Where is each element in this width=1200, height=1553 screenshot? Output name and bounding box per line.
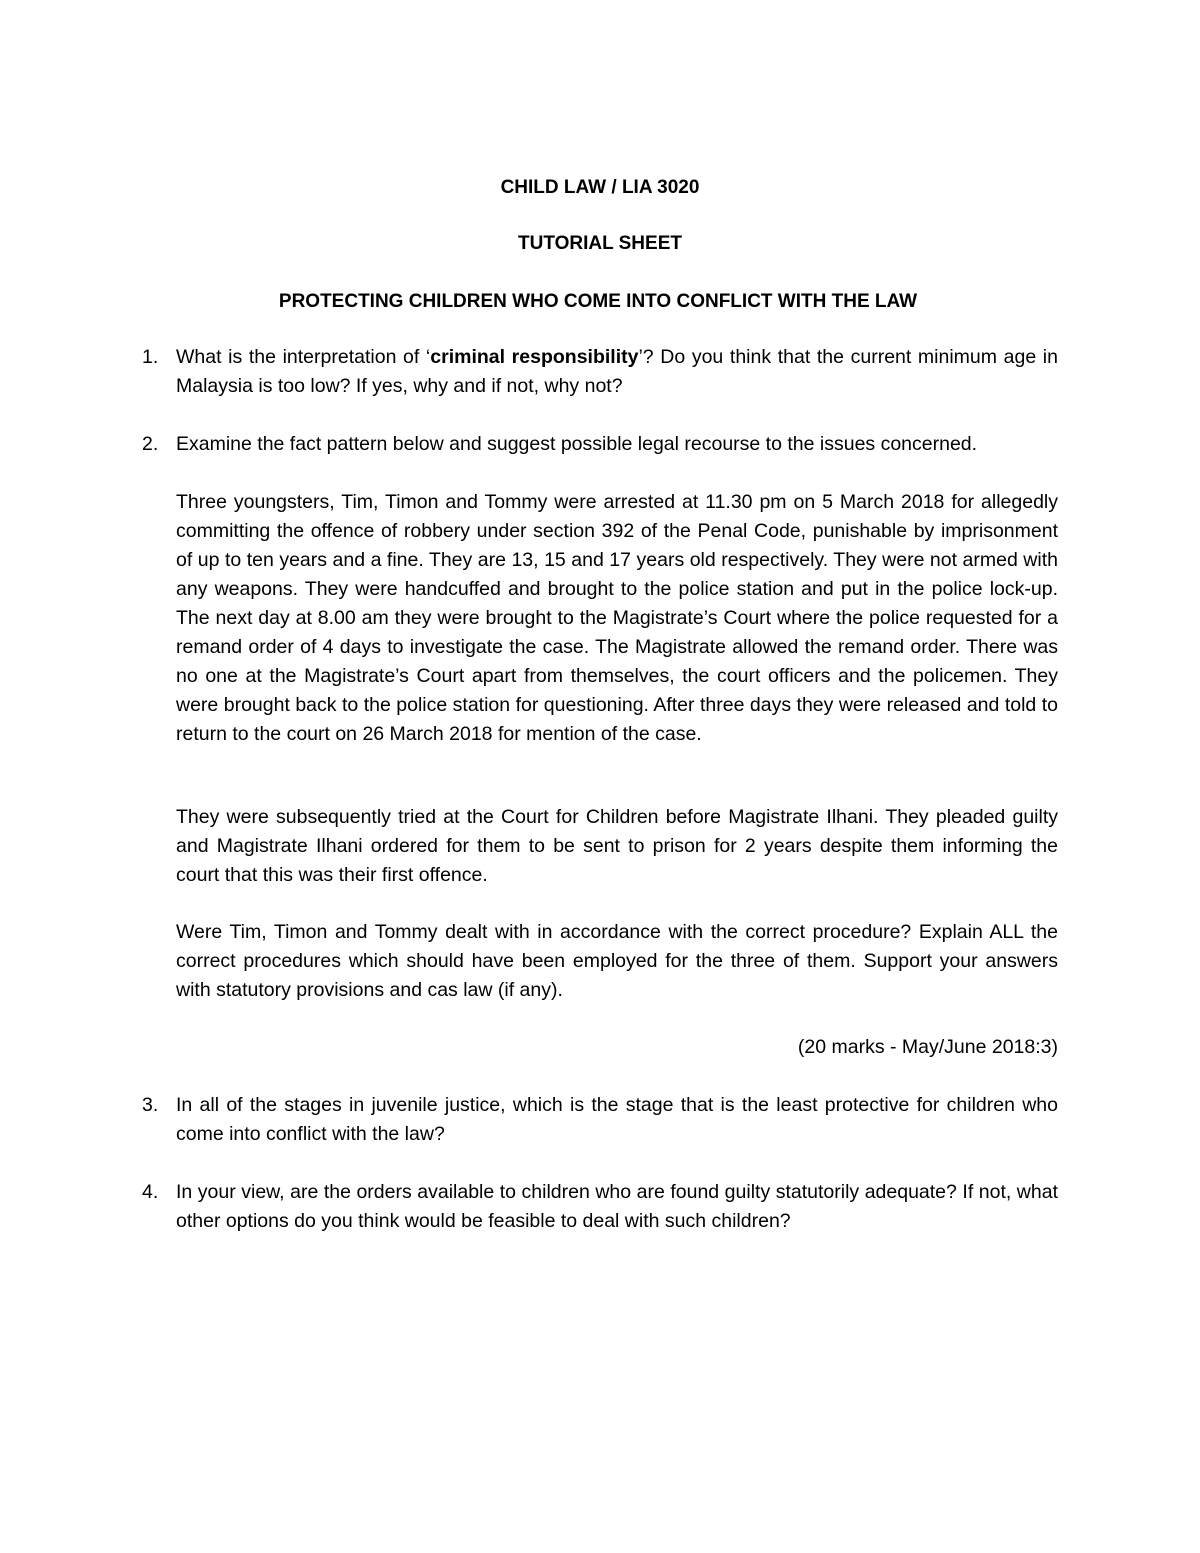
question-text-after: ’? Do you think that the current minimum age in Malaysia is too low? If yes, why and if not, why not? bbox=[176, 346, 1058, 397]
topic-title: PROTECTING CHILDREN WHO COME INTO CONFLICT WITH THE LAW bbox=[278, 291, 918, 312]
bold-term: criminal responsibility bbox=[430, 346, 639, 368]
question-3 bbox=[142, 1091, 1058, 1149]
marks-note: (20 marks - May/June 2018:3) bbox=[797, 1036, 1058, 1058]
course-title: CHILD LAW / LIA 3020 bbox=[500, 177, 700, 198]
question-text: In all of the stages in juvenile justice, which is the stage that is the least protective for children who come into conflict with the law? bbox=[176, 1094, 1058, 1145]
question-text: Examine the fact pattern below and suggest possible legal recourse to the issues concerned. bbox=[176, 433, 978, 455]
question-number: 3. bbox=[142, 1094, 159, 1116]
question-1 bbox=[142, 343, 1058, 401]
question-number: 1. bbox=[142, 346, 159, 368]
question-text bbox=[176, 343, 1058, 401]
fact-pattern-paragraph-3: Were Tim, Timon and Tommy dealt with in accordance with the correct procedure? Explain ALL the correct procedures which should have been employed for the three of them. Support your answers with statutory provisions and cas law (if any). bbox=[176, 921, 1058, 1001]
fact-pattern-paragraph-2: They were subsequently tried at the Court for Children before Magistrate Ilhani. They pleaded guilty and Magistrate Ilhani ordered for them to be sent to prison for 2 years despite them informing the court that this was their first offence. bbox=[176, 806, 1058, 886]
question-text: In your view, are the orders available to children who are found guilty statutorily adequate? If not, what other options do you think would be feasible to deal with such children? bbox=[176, 1181, 1058, 1232]
sheet-type-title: TUTORIAL SHEET bbox=[518, 233, 682, 254]
question-text-before: What is the interpretation of ‘ bbox=[176, 346, 431, 368]
question-2 bbox=[142, 430, 1058, 459]
question-number: 2. bbox=[142, 433, 159, 455]
fact-pattern-paragraph-1: Three youngsters, Tim, Timon and Tommy were arrested at 11.30 pm on 5 March 2018 for allegedly committing the offence of robbery under section 392 of the Penal Code, punishable by imprisonment of up to ten years and a fine. They are 13, 15 and 17 years old respectively. They were not armed with any weapons. They were handcuffed and brought to the police station and put in the police lock-up. The next day at 8.00 am they were brought to the Magistrate’s Court where the police requested for a remand order of 4 days to investigate the case. The Magistrate allowed the remand order. There was no one at the Magistrate’s Court apart from themselves, the court officers and the policemen. They were brought back to the police station for questioning. After three days they were released and told to return to the court on 26 March 2018 for mention of the case. bbox=[176, 491, 1058, 745]
question-4 bbox=[142, 1178, 1058, 1236]
question-number: 4. bbox=[142, 1181, 159, 1203]
